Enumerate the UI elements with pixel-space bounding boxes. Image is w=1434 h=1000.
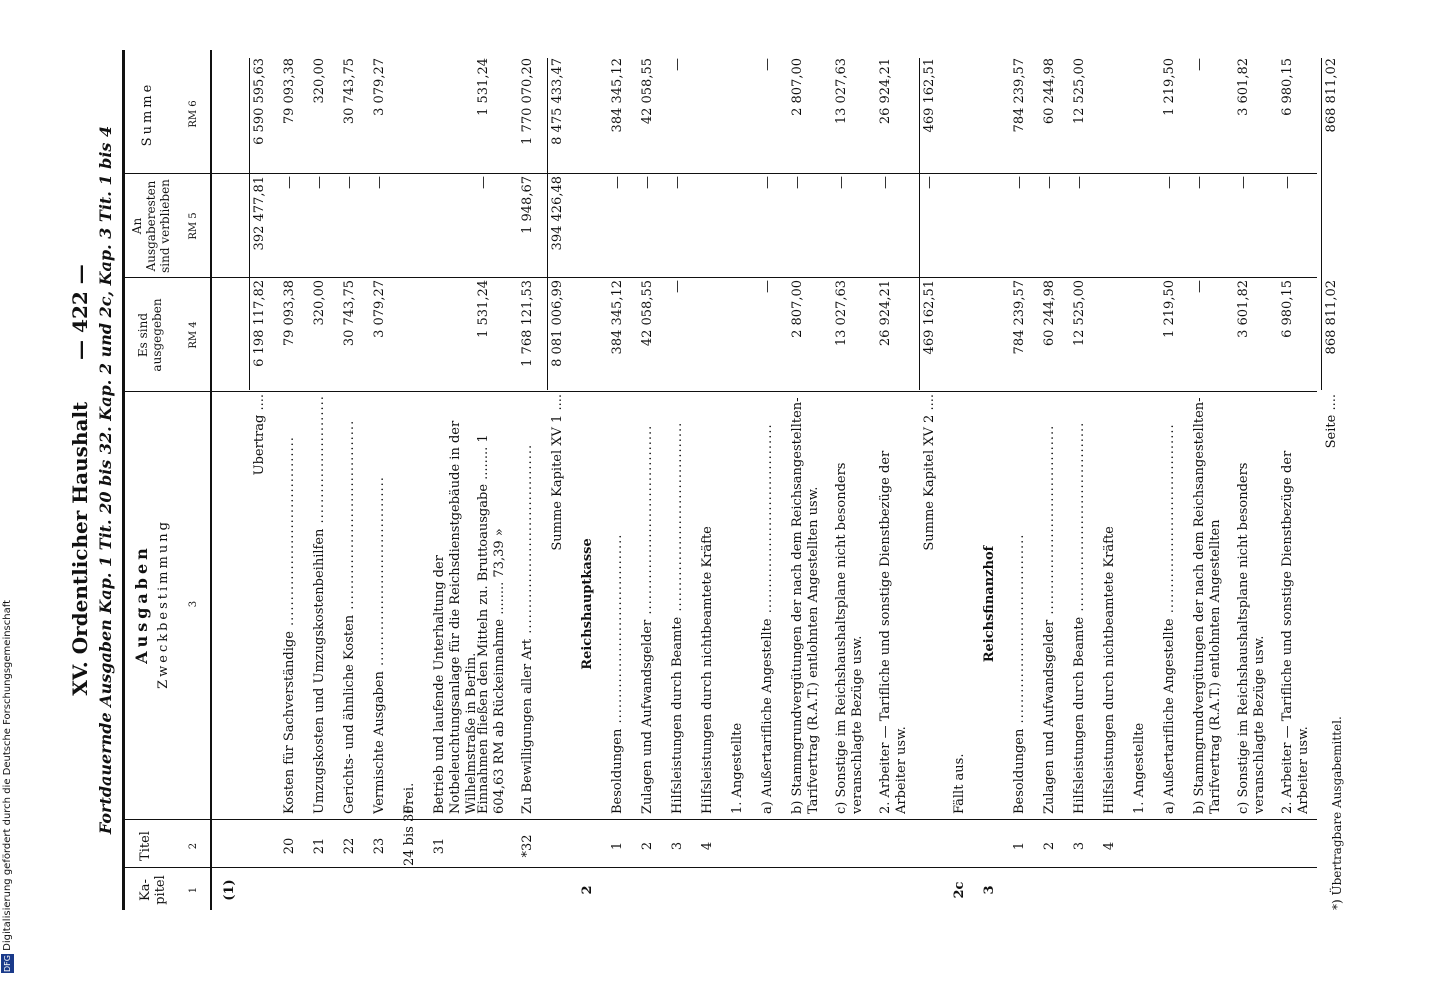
zweck-cell: Betrieb und laufende Unterhaltung der Notbeleuchtungsanlage für die Reichsdienstgebäude in der Wilhelmstraße in Berlin. <box>432 420 479 814</box>
zweck-cell: 1. Angestellte <box>1132 722 1147 814</box>
zweck-cell: Zu Bewilligungen aller Art ..... <box>520 394 535 814</box>
table-row <box>698 50 720 910</box>
titel-cell: 24 bis 30 <box>402 805 417 866</box>
zweck-cell: Zulagen und Aufwandsgelder ..... <box>1042 394 1057 814</box>
page-subtitle: Fortdauernde Ausgaben Kap. 1 Tit. 20 bis 32. Kap. 2 und 2c, Kap. 3 Tit. 1 bis 4 <box>96 125 115 835</box>
zweck-cell: Hilfsleistungen durch Beamte ..... <box>1072 394 1087 814</box>
summe-cell: 384 345,12 <box>610 58 625 133</box>
zweck-cell: Reichshauptkasse <box>580 538 595 670</box>
titel-cell: 20 <box>282 837 297 855</box>
table-row <box>788 50 824 910</box>
kapitel-cell: 2 <box>580 885 595 895</box>
zweck-cell: Übertrag .... <box>252 394 267 476</box>
reste-cell: — <box>922 176 937 189</box>
reste-cell: — <box>312 176 327 189</box>
summe-cell: — <box>670 58 685 71</box>
sum-rule <box>1321 58 1322 390</box>
reste-cell: — <box>760 176 775 189</box>
zweck-cell: Hilfsleistungen durch Beamte ..... <box>670 394 685 814</box>
zweck-cell: Einnahmen fließen den Mitteln zu. Bruttoausgabe ........ 1 604,63 RM ab Rückeinnahme ........ 73,39 » <box>476 434 507 814</box>
table-row <box>1070 50 1092 910</box>
reste-cell: — <box>1236 176 1251 189</box>
ausgegeben-cell: 1 768 121,53 <box>520 280 535 367</box>
zweck-cell: Summe Kapitel XV 1 .... <box>550 394 565 551</box>
ausgegeben-cell: 42 058,55 <box>640 280 655 347</box>
top-rule <box>122 50 125 910</box>
zweck-cell: b) Stammgrundvergütungen der nach dem Reichsangestellten-Tarifvertrag (R.A.T.) entlohnten Angestellten <box>1192 397 1223 814</box>
zweck-cell: Gerichts- und ähnliche Kosten ..... <box>342 394 357 814</box>
dfg-logo: DFG <box>3 955 12 972</box>
reste-cell: — <box>476 176 491 189</box>
ausgegeben-cell: 79 093,38 <box>282 280 297 347</box>
col-num-1: 1 <box>188 886 199 894</box>
ausgegeben-cell: — <box>670 280 685 293</box>
col-num-5: RM 5 <box>188 212 199 240</box>
table-row <box>518 50 540 910</box>
ausgegeben-cell: 8 081 006,99 <box>550 280 565 367</box>
summe-cell: 26 924,21 <box>878 58 893 125</box>
table-row <box>728 50 750 910</box>
table-row <box>548 50 570 910</box>
summe-cell: 6 980,15 <box>1280 58 1295 116</box>
reste-cell: 394 426,48 <box>550 176 565 251</box>
budget-page <box>60 50 1390 910</box>
table-row <box>280 50 302 910</box>
col-titel-header: Titel <box>138 831 153 861</box>
reste-cell: — <box>610 176 625 189</box>
zweck-cell: c) Sonstige im Reichshaushaltsplane nicht besonders veranschlagte Bezüge usw. <box>1236 462 1267 814</box>
summe-cell: 8 475 433,47 <box>550 58 565 145</box>
table-row <box>430 50 479 910</box>
ausgegeben-cell: 784 239,57 <box>1012 280 1027 355</box>
kapitel-cell: 3 <box>982 885 997 895</box>
table-row <box>758 50 780 910</box>
zweck-cell: Vermischte Ausgaben ..... <box>372 394 387 814</box>
ausgegeben-cell: 30 743,75 <box>342 280 357 347</box>
table-row <box>400 50 422 910</box>
table-row <box>578 50 600 910</box>
summe-cell: 469 162,51 <box>922 58 937 133</box>
ausgegeben-cell: 1 219,50 <box>1162 280 1177 338</box>
summe-cell: 42 058,55 <box>640 58 655 125</box>
ausgegeben-cell: 469 162,51 <box>922 280 937 355</box>
summe-cell: 13 027,63 <box>834 58 849 125</box>
titel-cell: 22 <box>342 837 357 855</box>
table-row <box>1190 50 1226 910</box>
ausgegeben-cell: — <box>760 280 775 293</box>
titel-cell: 31 <box>432 837 447 855</box>
summe-cell: 6 590 595,63 <box>252 58 267 145</box>
summe-cell: 320,00 <box>312 58 327 104</box>
summe-cell: — <box>1192 58 1207 71</box>
zweck-cell: Summe Kapitel XV 2 .... <box>922 394 937 551</box>
sum-rule <box>919 58 920 390</box>
reste-cell: — <box>1012 176 1027 189</box>
summe-cell: 868 811,02 <box>1324 58 1339 133</box>
table-row <box>980 50 1002 910</box>
col-num-6: RM 6 <box>188 100 199 128</box>
zweck-cell: 2. Arbeiter — Tarifliche und sonstige Dienstbezüge der Arbeiter usw. <box>878 450 909 814</box>
col-num-3: 3 <box>188 600 199 608</box>
reste-cell: — <box>790 176 805 189</box>
table-row <box>474 50 510 910</box>
titel-cell: 1 <box>1012 841 1027 851</box>
ausgegeben-cell: 13 027,63 <box>834 280 849 347</box>
table-row <box>832 50 868 910</box>
ausgegeben-cell: 6 198 117,82 <box>252 280 267 367</box>
zweck-cell: a) Außertarifliche Angestellte ..... <box>760 394 775 814</box>
summe-cell: 2 807,00 <box>790 58 805 116</box>
footnote: *) Übertragbare Ausgabemittel. <box>1330 716 1344 910</box>
kapitel-cell: 2c <box>952 881 967 899</box>
sum-rule <box>547 58 548 390</box>
table-row <box>876 50 912 910</box>
titel-cell: 23 <box>372 837 387 855</box>
ausgegeben-cell: — <box>1192 280 1207 293</box>
summe-cell: 3 601,82 <box>1236 58 1251 116</box>
table-row <box>950 50 972 910</box>
titel-cell: 4 <box>1102 841 1117 851</box>
ausgegeben-cell: 868 811,02 <box>1324 280 1339 355</box>
table-row <box>1010 50 1032 910</box>
col-ausgegeben-header: Es sind ausgegeben <box>136 298 164 372</box>
reste-cell: — <box>1162 176 1177 189</box>
ausgegeben-cell: 2 807,00 <box>790 280 805 338</box>
reste-cell: — <box>670 176 685 189</box>
titel-cell: 1 <box>610 841 625 851</box>
summe-cell: 1 531,24 <box>476 58 491 116</box>
titel-cell: *32 <box>520 834 535 858</box>
summe-cell: 1 219,50 <box>1162 58 1177 116</box>
table-row <box>638 50 660 910</box>
summe-cell: 784 239,57 <box>1012 58 1027 133</box>
reste-cell: — <box>640 176 655 189</box>
titel-cell: 3 <box>670 841 685 851</box>
table-row <box>1040 50 1062 910</box>
zweck-cell: Besoldungen ..... <box>610 394 625 814</box>
titel-cell: 3 <box>1072 841 1087 851</box>
col-ausgaben-header: Ausgaben <box>132 544 151 664</box>
table-row <box>1278 50 1314 910</box>
reste-cell: — <box>372 176 387 189</box>
zweck-cell: 2. Arbeiter — Tarifliche und sonstige Dienstbezüge der Arbeiter usw. <box>1280 450 1311 814</box>
reste-cell: — <box>1280 176 1295 189</box>
col-zweck-header: Zweckbestimmung <box>156 519 171 689</box>
kapitel-cell: (1) <box>222 879 237 901</box>
summe-cell: 79 093,38 <box>282 58 297 125</box>
dfg-sidenote: DFG Digitalisierung gefördert durch die Deutsche Forschungsgemeinschaft <box>2 600 13 972</box>
table-row <box>1160 50 1182 910</box>
zweck-cell: a) Außertarifliche Angestellte ..... <box>1162 394 1177 814</box>
page-title: XV. Ordentlicher Haushalt — 422 — <box>68 264 92 696</box>
titel-cell: 2 <box>640 841 655 851</box>
table-row <box>340 50 362 910</box>
zweck-cell: Fällt aus. <box>952 753 967 814</box>
titel-cell: 4 <box>700 841 715 851</box>
ausgegeben-cell: 12 525,00 <box>1072 280 1087 347</box>
col-kapitel-header: Ka- pitel <box>138 875 168 905</box>
zweck-cell: Kosten für Sachverständige ..... <box>282 394 297 814</box>
zweck-cell: Frei. <box>402 782 417 814</box>
zweck-cell: Besoldungen ..... <box>1012 394 1027 814</box>
zweck-cell: Reichsfinanzhof <box>982 545 997 663</box>
reste-cell: — <box>342 176 357 189</box>
zweck-cell: 1. Angestellte <box>730 722 745 814</box>
table-row <box>370 50 392 910</box>
col-summe-header: Summe <box>140 81 155 147</box>
zweck-cell: Zulagen und Aufwandsgelder ..... <box>640 394 655 814</box>
summe-cell: — <box>760 58 775 71</box>
titel-cell: 21 <box>312 837 327 855</box>
col-reste-header: An Ausgaberesten sind verblieben <box>130 179 172 273</box>
col-num-2: 2 <box>188 842 199 850</box>
col-num-4: RM 4 <box>188 321 199 349</box>
table-row <box>920 50 942 910</box>
ausgegeben-cell: 1 531,24 <box>476 280 491 338</box>
summe-cell: 12 525,00 <box>1072 58 1087 125</box>
table-row <box>1234 50 1270 910</box>
summe-cell: 60 244,98 <box>1042 58 1057 125</box>
table-row <box>1130 50 1152 910</box>
table-row <box>250 50 272 910</box>
ausgegeben-cell: 26 924,21 <box>878 280 893 347</box>
table-row <box>220 50 242 910</box>
reste-cell: — <box>1042 176 1057 189</box>
table-row <box>310 50 332 910</box>
zweck-cell: Hilfsleistungen durch nichtbeamtete Kräfte <box>700 526 715 814</box>
ausgegeben-cell: 60 244,98 <box>1042 280 1057 347</box>
header-rule <box>210 50 212 910</box>
ausgegeben-cell: 6 980,15 <box>1280 280 1295 338</box>
table-row <box>668 50 690 910</box>
page-number: — 422 — <box>68 264 92 360</box>
reste-cell: — <box>1072 176 1087 189</box>
reste-cell: — <box>282 176 297 189</box>
reste-cell: — <box>878 176 893 189</box>
ausgegeben-cell: 320,00 <box>312 280 327 326</box>
summe-cell: 30 743,75 <box>342 58 357 125</box>
table-row <box>608 50 630 910</box>
sum-rule <box>249 58 250 390</box>
reste-cell: 1 948,67 <box>520 176 535 234</box>
zweck-cell: c) Sonstige im Reichshaushaltsplane nicht besonders veranschlagte Bezüge usw. <box>834 462 865 814</box>
reste-cell: — <box>834 176 849 189</box>
table-row <box>1100 50 1122 910</box>
zweck-cell: Seite .... <box>1324 394 1339 449</box>
titel-cell: 2 <box>1042 841 1057 851</box>
zweck-cell: Umzugskosten und Umzugskostenbeihilfen ..... <box>312 394 327 814</box>
ausgegeben-cell: 384 345,12 <box>610 280 625 355</box>
ausgegeben-cell: 3 601,82 <box>1236 280 1251 338</box>
ausgegeben-cell: 3 079,27 <box>372 280 387 338</box>
zweck-cell: b) Stammgrundvergütungen der nach dem Reichsangestellten-Tarifvertrag (R.A.T.) entlohnten Angestellten usw. <box>790 397 821 814</box>
reste-cell: — <box>1192 176 1207 189</box>
summe-cell: 1 770 070,20 <box>520 58 535 145</box>
zweck-cell: Hilfsleistungen durch nichtbeamtete Kräfte <box>1102 526 1117 814</box>
reste-cell: 392 477,81 <box>252 176 267 251</box>
summe-cell: 3 079,27 <box>372 58 387 116</box>
